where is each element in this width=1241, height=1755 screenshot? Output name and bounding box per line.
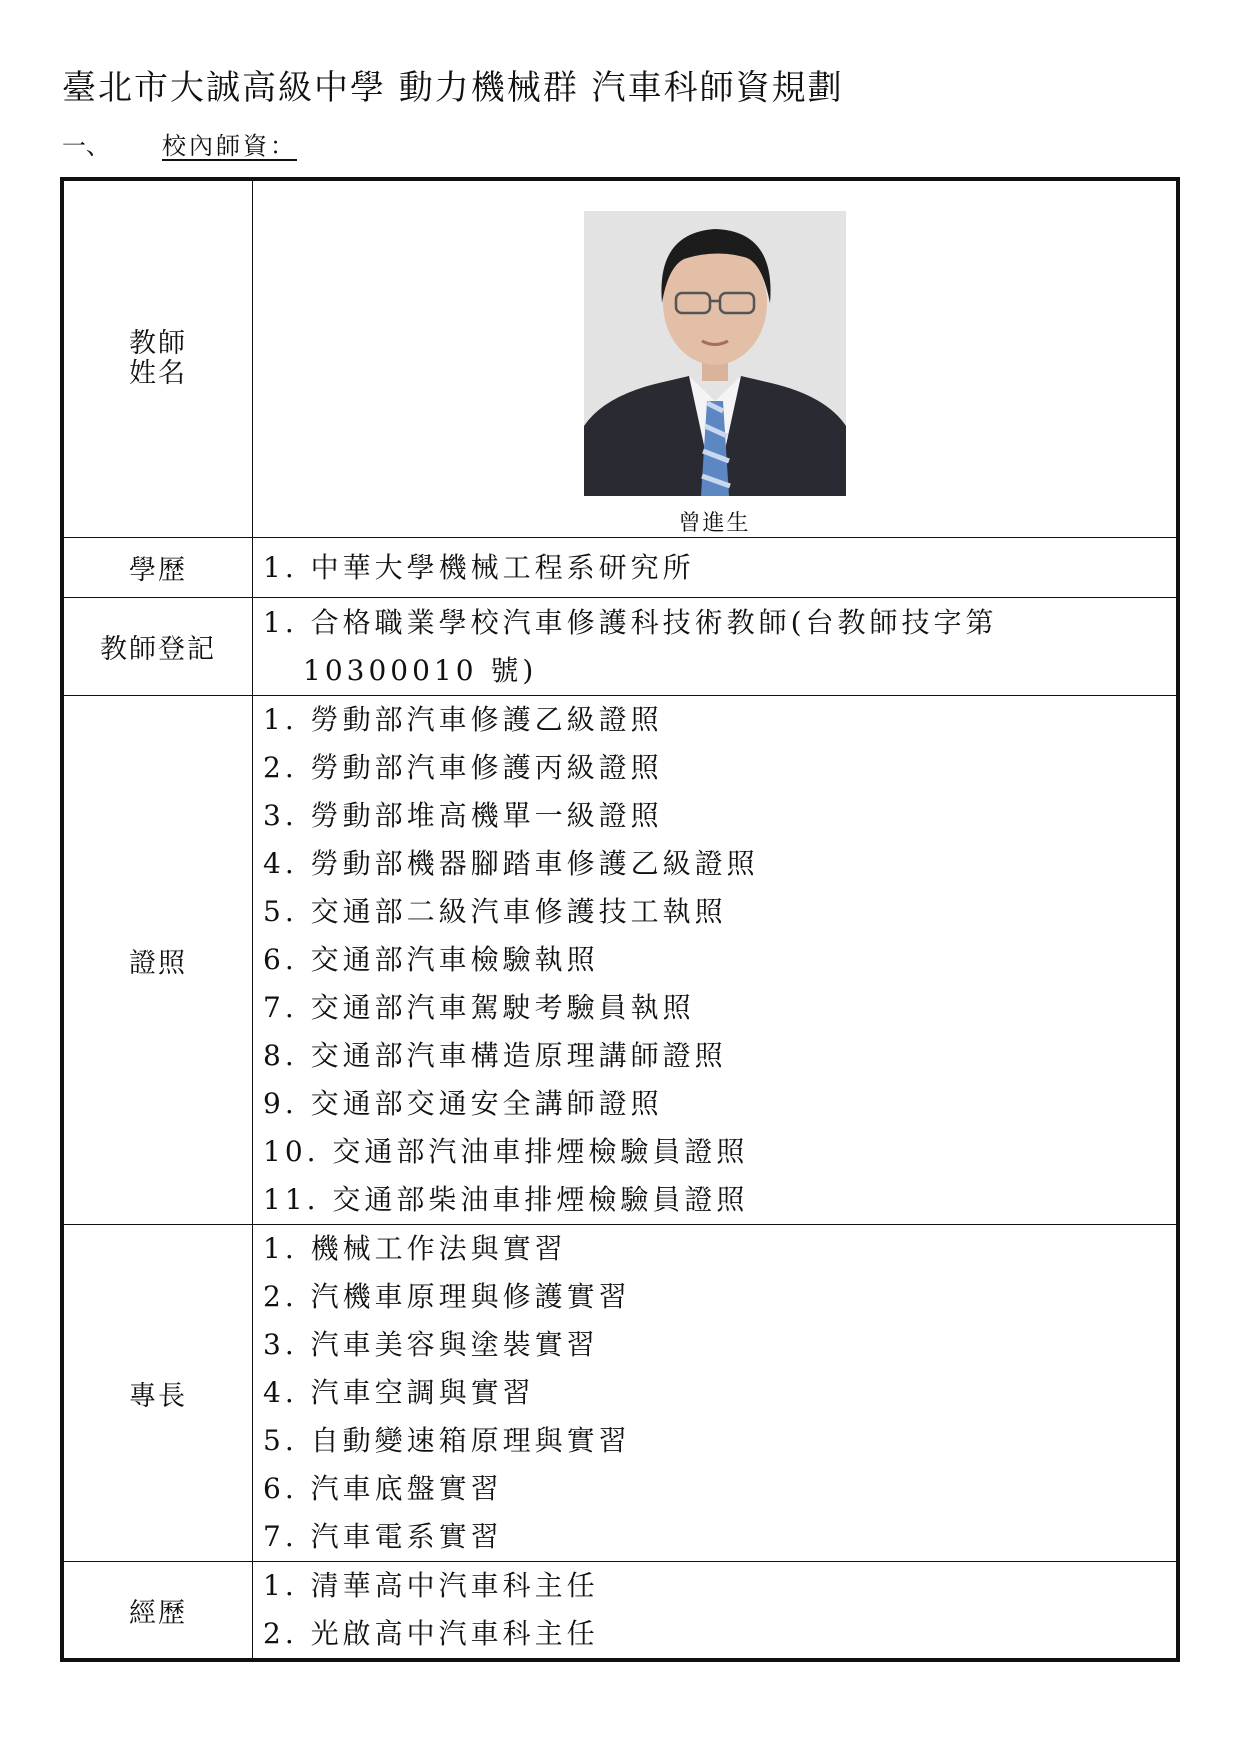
experience-list xyxy=(263,1562,1168,1658)
list-item: 6. 交通部汽車檢驗執照 xyxy=(263,943,599,976)
list-item: 1. 合格職業學校汽車修護科技術教師(台教師技字第 10300010 號) xyxy=(263,605,998,687)
portrait-icon xyxy=(584,211,846,496)
specialties-label: 專長 xyxy=(62,1225,253,1562)
experience-value xyxy=(253,1562,1179,1661)
specialties-value xyxy=(253,1225,1179,1562)
list-item: 7. 交通部汽車駕駛考驗員執照 xyxy=(263,991,695,1024)
name-label-line1: 教師 xyxy=(129,328,187,359)
list-item: 1. 機械工作法與實習 xyxy=(263,1232,567,1265)
name-row xyxy=(62,179,1178,538)
list-item: 1. 勞動部汽車修護乙級證照 xyxy=(263,703,663,736)
list-item: 7. 汽車電系實習 xyxy=(263,1520,503,1553)
list-item: 4. 汽車空調與實習 xyxy=(263,1376,535,1409)
photo-cell xyxy=(253,179,1179,538)
education-row xyxy=(62,538,1178,598)
list-item: 3. 汽車美容與塗裝實習 xyxy=(263,1328,599,1361)
experience-row xyxy=(62,1562,1178,1661)
registration-list xyxy=(263,599,1168,695)
list-item: 1. 清華高中汽車科主任 xyxy=(263,1569,599,1602)
list-item: 5. 交通部二級汽車修護技工執照 xyxy=(263,895,727,928)
registration-label: 教師登記 xyxy=(62,598,253,696)
certificates-row xyxy=(62,696,1178,1225)
name-label-line2: 姓名 xyxy=(129,358,187,389)
teacher-profile-table xyxy=(60,177,1180,1662)
list-item: 2. 汽機車原理與修護實習 xyxy=(263,1280,631,1313)
section-label: 校內師資： xyxy=(162,132,297,160)
list-item: 2. 光啟高中汽車科主任 xyxy=(263,1617,599,1650)
education-value xyxy=(253,538,1179,598)
certificates-list xyxy=(263,696,1168,1224)
page-title: 臺北市大誠高級中學 動力機械群 汽車科師資規劃 xyxy=(62,68,844,108)
certificates-label: 證照 xyxy=(62,696,253,1225)
section-number: 一、 xyxy=(62,132,110,160)
list-item: 2. 勞動部汽車修護丙級證照 xyxy=(263,751,663,784)
list-item: 5. 自動變速箱原理與實習 xyxy=(263,1424,631,1457)
education-label: 學歷 xyxy=(62,538,253,598)
list-item: 11. 交通部柴油車排煙檢驗員證照 xyxy=(263,1183,749,1216)
list-item: 8. 交通部汽車構造原理講師證照 xyxy=(263,1039,727,1072)
list-item: 10. 交通部汽油車排煙檢驗員證照 xyxy=(263,1135,749,1168)
registration-row xyxy=(62,598,1178,696)
certificates-value xyxy=(253,696,1179,1225)
specialties-list xyxy=(263,1225,1168,1561)
list-item: 4. 勞動部機器腳踏車修護乙級證照 xyxy=(263,847,759,880)
specialties-row xyxy=(62,1225,1178,1562)
name-label xyxy=(62,179,253,538)
education-list xyxy=(263,544,1168,592)
experience-label: 經歷 xyxy=(62,1562,253,1661)
list-item: 9. 交通部交通安全講師證照 xyxy=(263,1087,663,1120)
list-item: 6. 汽車底盤實習 xyxy=(263,1472,503,1505)
registration-value xyxy=(253,598,1179,696)
list-item: 3. 勞動部堆高機單一級證照 xyxy=(263,799,663,832)
list-item: 1. 中華大學機械工程系研究所 xyxy=(263,550,695,584)
teacher-portrait xyxy=(584,211,846,496)
teacher-name: 曾進生 xyxy=(678,511,751,536)
section-heading xyxy=(62,126,297,161)
